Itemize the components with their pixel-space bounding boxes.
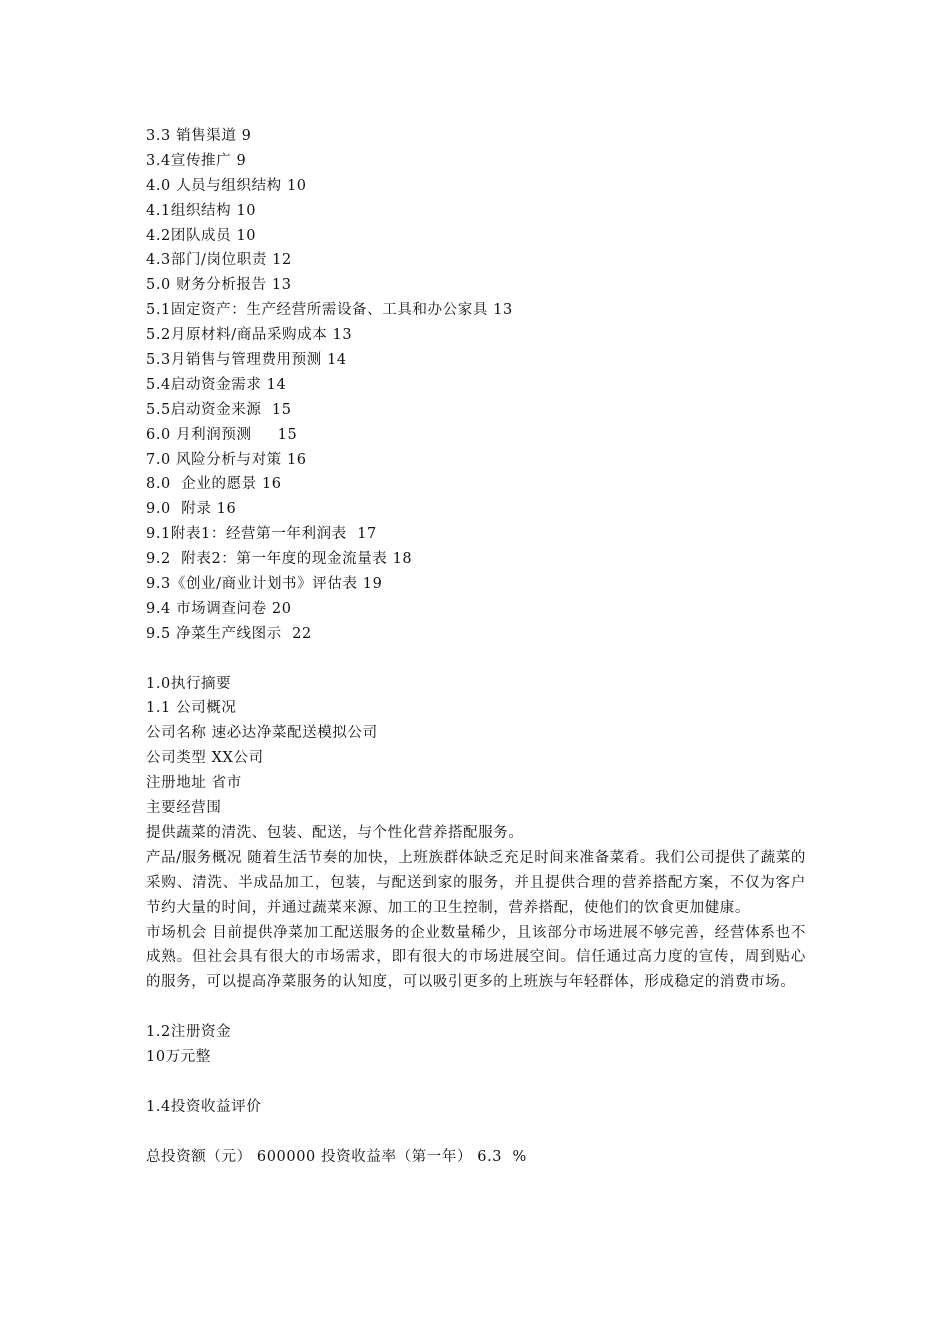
document-page xyxy=(146,124,806,1170)
toc-item: 9.1附表1：经营第一年利润表 17 xyxy=(146,526,377,543)
toc-item: 4.2团队成员 10 xyxy=(146,227,257,244)
toc-item: 8.0 企业的愿景 16 xyxy=(146,476,282,493)
table-of-contents xyxy=(146,124,806,647)
toc-item: 9.5 净菜生产线图示 22 xyxy=(146,625,312,642)
subsection-heading: 1.1 公司概况 xyxy=(146,700,237,717)
business-scope-label: 主要经营围 xyxy=(146,800,222,817)
toc-item: 5.1固定资产：生产经营所需设备、工具和办公家具 13 xyxy=(146,302,513,319)
subsection-heading: 1.2注册资金 xyxy=(146,1024,232,1041)
toc-item: 5.5启动资金来源 15 xyxy=(146,401,292,418)
toc-item: 5.0 财务分析报告 13 xyxy=(146,277,292,294)
executive-summary xyxy=(146,672,806,1170)
toc-item: 5.4启动资金需求 14 xyxy=(146,376,287,393)
toc-item: 6.0 月利润预测 15 xyxy=(146,426,298,443)
toc-item: 3.4宣传推广 9 xyxy=(146,152,247,169)
spacer xyxy=(146,1070,806,1095)
market-opportunity-paragraph: 市场机会 目前提供净菜加工配送服务的企业数量稀少，且该部分市场进展不够完善，经营体系也不成熟。但社会具有很大的市场需求，即有很大的市场进展空间。信任通过高力度的宣传，周到贴心的服务，可以提高净菜服务的认知度，可以吸引更多的上班族与年轻群体，形成稳定的消费市场。 xyxy=(146,924,806,991)
spacer xyxy=(146,647,806,672)
toc-item: 9.4 市场调查问卷 20 xyxy=(146,600,292,617)
investment-summary-line: 总投资额（元） 600000 投资收益率（第一年） 6.3 % xyxy=(146,1148,527,1165)
toc-item: 4.1组织结构 10 xyxy=(146,202,257,219)
toc-item: 9.2 附表2：第一年度的现金流量表 18 xyxy=(146,551,413,568)
registered-capital-value: 10万元整 xyxy=(146,1049,211,1066)
company-name: 公司名称 速必达净菜配送模拟公司 xyxy=(146,725,378,742)
product-service-paragraph: 产品/服务概况 随着生活节奏的加快，上班族群体缺乏充足时间来准备菜肴。我们公司提供了蔬菜的采购、清洗、半成品加工，包装，与配送到家的服务，并且提供合理的营养搭配方案，不仅为客户节约大量的时间，并通过蔬菜来源、加工的卫生控制，营养搭配，使他们的饮食更加健康。 xyxy=(146,849,806,916)
toc-item: 4.3部门/岗位职责 12 xyxy=(146,252,292,269)
spacer xyxy=(146,1120,806,1145)
toc-item: 3.3 销售渠道 9 xyxy=(146,128,252,144)
business-scope-text: 提供蔬菜的清洗、包装、配送，与个性化营养搭配服务。 xyxy=(146,824,524,841)
toc-item: 5.3月销售与管理费用预测 14 xyxy=(146,352,347,369)
toc-item: 9.0 附录 16 xyxy=(146,501,237,518)
spacer xyxy=(146,995,806,1020)
toc-item: 9.3《创业/商业计划书》评估表 19 xyxy=(146,576,383,593)
toc-item: 5.2月原材料/商品采购成本 13 xyxy=(146,327,353,344)
toc-item: 4.0 人员与组织结构 10 xyxy=(146,177,307,194)
section-heading: 1.0执行摘要 xyxy=(146,675,232,692)
registered-address: 注册地址 省市 xyxy=(146,775,242,792)
subsection-heading: 1.4投资收益评价 xyxy=(146,1098,262,1115)
company-type: 公司类型 XX公司 xyxy=(146,750,264,767)
toc-item: 7.0 风险分析与对策 16 xyxy=(146,451,307,468)
